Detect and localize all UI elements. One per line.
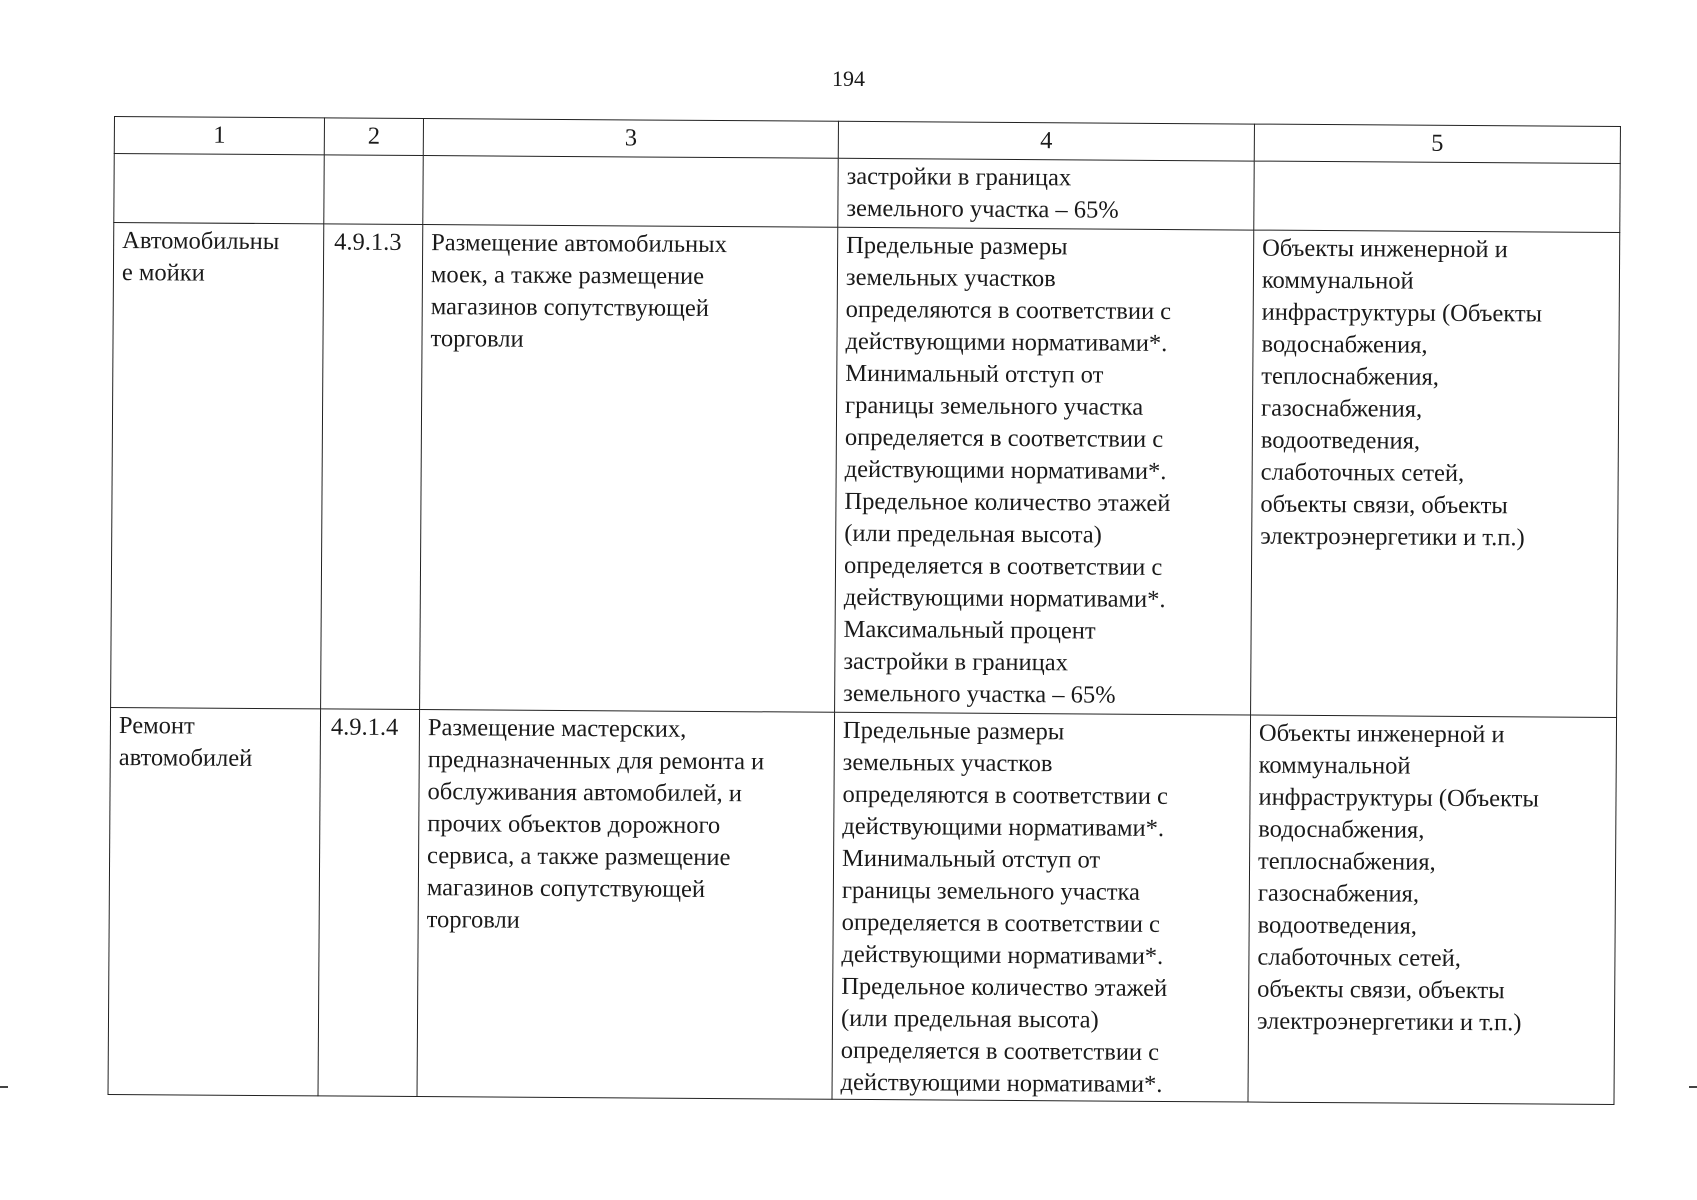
text-line: Предельное количество этажей	[844, 487, 1171, 518]
column-header: 4	[838, 121, 1254, 161]
text-line: инфраструктуры (Объекты	[1258, 783, 1539, 813]
parameters-cell	[838, 158, 1254, 230]
use-code-cell	[318, 709, 420, 1097]
text-line: автомобилей	[118, 744, 253, 772]
text-line: торговли	[430, 325, 524, 353]
text-line: определяется в соответствии с	[840, 1036, 1160, 1066]
text-line: определяется в соответствии с	[843, 551, 1163, 581]
text-line: Ремонт	[118, 712, 195, 740]
auxiliary-uses-cell	[1251, 230, 1620, 717]
empty-cell	[423, 156, 838, 228]
column-header: 5	[1254, 124, 1620, 163]
text-line: теплоснабжения,	[1257, 847, 1436, 876]
description-cell	[420, 225, 838, 713]
text-line: действующими нормативами*.	[844, 455, 1167, 485]
text-line: водоотведения,	[1257, 911, 1417, 940]
auxiliary-uses-cell	[1248, 715, 1617, 1104]
text-line: определяется в соответствии с	[844, 423, 1164, 453]
empty-cell	[1254, 161, 1620, 232]
text-line: определяются в соответствии с	[842, 780, 1168, 811]
text-line: электроэнергетики и т.п.)	[1256, 1007, 1522, 1037]
text-line: сервиса, а также размещение	[427, 842, 731, 872]
use-code-cell	[321, 224, 423, 710]
text-line: электроэнергетики и т.п.)	[1260, 522, 1525, 552]
text-line: Минимальный отступ от	[845, 359, 1104, 389]
scan-edge-mark	[1689, 1086, 1697, 1088]
text-line: границы земельного участка	[841, 876, 1141, 906]
text-line: Минимальный отступ от	[842, 844, 1101, 874]
text-line: земельных участков	[845, 263, 1056, 293]
text-line: газоснабжения,	[1257, 879, 1420, 908]
text-line: действующими нормативами*.	[840, 1068, 1163, 1098]
text-line: Предельные размеры	[842, 716, 1065, 746]
text-line: земельного участка – 65%	[846, 194, 1119, 224]
text-line: газоснабжения,	[1260, 394, 1423, 423]
text-line: Объекты инженерной и	[1262, 234, 1508, 264]
text-line: (или предельная высота)	[844, 519, 1102, 549]
text-line: обслуживания автомобилей, и	[427, 778, 743, 808]
text-line: 4.9.1.3	[334, 228, 402, 256]
text-line: Размещение автомобильных	[431, 229, 727, 259]
description-cell	[417, 710, 835, 1100]
text-line: действующими нормативами*.	[843, 583, 1166, 613]
text-line: водоснабжения,	[1258, 815, 1425, 844]
text-line: водоотведения,	[1260, 426, 1421, 455]
continuation-row	[114, 154, 1620, 233]
text-line: земельных участков	[842, 748, 1053, 778]
text-line: границы земельного участка	[845, 391, 1144, 421]
text-line: определяются в соответствии с	[845, 295, 1172, 326]
scan-edge-mark	[0, 1086, 8, 1088]
text-line: моек, а также размещение	[430, 261, 705, 290]
text-line: магазинов сопутствующей	[430, 293, 710, 322]
empty-cell	[114, 154, 324, 224]
text-line: предназначенных для ремонта и	[427, 746, 765, 776]
text-line: торговли	[426, 906, 520, 934]
text-line: слаботочных сетей,	[1257, 943, 1462, 972]
parameters-cell	[835, 227, 1254, 715]
text-line: (или предельная высота)	[840, 1004, 1099, 1034]
text-line: объекты связи, объекты	[1257, 975, 1505, 1005]
text-line: коммунальной	[1261, 266, 1414, 295]
page-number: 194	[832, 66, 865, 91]
text-line: Объекты инженерной и	[1258, 719, 1505, 749]
text-line: действующими нормативами*.	[841, 940, 1164, 970]
text-line: 4.9.1.4	[330, 713, 399, 741]
text-line: определяется в соответствии с	[841, 908, 1161, 938]
column-header: 2	[324, 118, 423, 156]
table-row	[111, 223, 1620, 718]
text-line: прочих объектов дорожного	[427, 810, 721, 840]
text-line: Автомобильны	[122, 227, 280, 256]
text-line: водоснабжения,	[1261, 330, 1428, 359]
text-line: Предельное количество этажей	[841, 972, 1168, 1003]
text-line: действующими нормативами*.	[842, 812, 1165, 842]
use-name-cell	[111, 223, 324, 709]
land-use-table	[108, 116, 1621, 1105]
text-line: действующими нормативами*.	[845, 327, 1168, 357]
text-line: застройки в границах	[846, 162, 1072, 192]
text-line: теплоснабжения,	[1261, 362, 1439, 391]
text-line: объекты связи, объекты	[1260, 490, 1508, 520]
column-header: 3	[423, 119, 838, 159]
text-line: е мойки	[121, 259, 205, 287]
text-line: застройки в границах	[843, 647, 1068, 677]
text-line: магазинов сопутствующей	[426, 874, 706, 903]
column-header: 1	[114, 117, 324, 155]
use-name-cell	[108, 707, 321, 1095]
text-line: инфраструктуры (Объекты	[1261, 298, 1543, 328]
text-line: коммунальной	[1258, 751, 1411, 780]
parameters-cell	[832, 712, 1251, 1102]
text-line: Максимальный процент	[843, 615, 1096, 645]
text-line: Предельные размеры	[846, 231, 1068, 261]
text-line: Размещение мастерских,	[427, 714, 687, 743]
text-line: слаботочных сетей,	[1260, 458, 1465, 487]
text-line: земельного участка – 65%	[843, 679, 1116, 709]
empty-cell	[324, 155, 423, 225]
table-row	[108, 707, 1617, 1104]
